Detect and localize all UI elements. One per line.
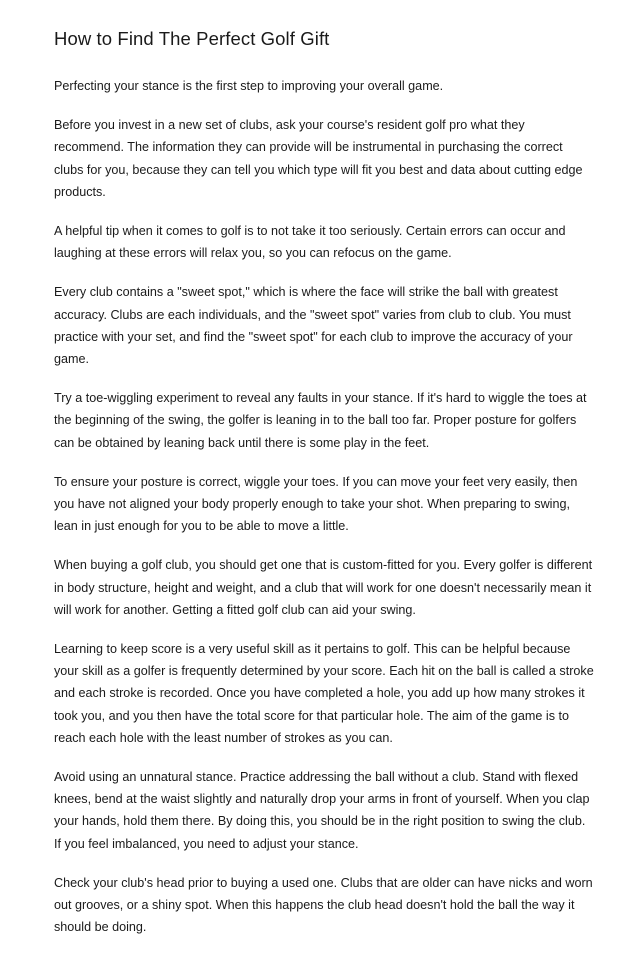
paragraph-club-head: Check your club's head prior to buying a used one. Clubs that are older can have nicks and worn out grooves, or a shiny spot. When this happens the club head doesn't hold the ball the way it should be doing. (54, 875, 593, 935)
paragraph-golf-pro: Before you invest in a new set of clubs, ask your course's resident golf pro what they recommend. The information they can provide will be instrumental in purchasing the correct clubs for you, because they can tell you which type will fit you best and data about cutting edge products. (54, 118, 583, 199)
paragraph-stance-intro: Perfecting your stance is the first step to improving your overall game. (54, 79, 444, 93)
document-page (54, 22, 594, 956)
paragraph-keep-score: Learning to keep score is a very useful skill as it pertains to golf. This can be helpful because your skill as a golfer is frequently determined by your score. Each hit on the ball is called a stroke and each stroke is recorded. Once you have completed a hole, you add up how many strokes it took you, and you then have the total score for that particular hole. The aim of the game is to reach each hole with the least number of strokes as you can. (54, 642, 594, 745)
paragraph-helpful-tip: A helpful tip when it comes to golf is to not take it too seriously. Certain errors can occur and laughing at these errors will relax you, so you can refocus on the game. (54, 224, 566, 261)
paragraph-sweet-spot: Every club contains a "sweet spot," which is where the face will strike the ball with greatest accuracy. Clubs are each individuals, and the "sweet spot" varies from club to club. You must practice with your set, and find the "sweet spot" for each club to improve the accuracy of your game. (54, 285, 573, 367)
paragraph-custom-fitted: When buying a golf club, you should get one that is custom-fitted for you. Every golfer is different in body structure, height and weight, and a club that will work for one doesn't necessarily mean it will work for another. Getting a fitted golf club can aid your swing. (54, 558, 593, 617)
paragraph-toe-wiggling: Try a toe-wiggling experiment to reveal any faults in your stance. If it's hard to wiggle the toes at the beginning of the swing, the golfer is leaning in to the ball too far. Proper posture for golfers can be obtained by leaning back until there is some play in the feet. (54, 391, 587, 450)
paragraph-unnatural-stance: Avoid using an unnatural stance. Practice addressing the ball without a club. Stand with flexed knees, bend at the waist slightly and naturally drop your arms in front of yourself. When you clap your hands, hold them there. By doing this, you should be in the right position to swing the club. If you feel imbalanced, you need to adjust your stance. (54, 770, 590, 851)
paragraph-posture: To ensure your posture is correct, wiggle your toes. If you can move your feet very easily, then you have not aligned your body properly enough to take your shot. When preparing to swing, lean in just enough for you to be able to move a little. (54, 474, 578, 534)
page-title: How to Find The Perfect Golf Gift (54, 28, 330, 49)
